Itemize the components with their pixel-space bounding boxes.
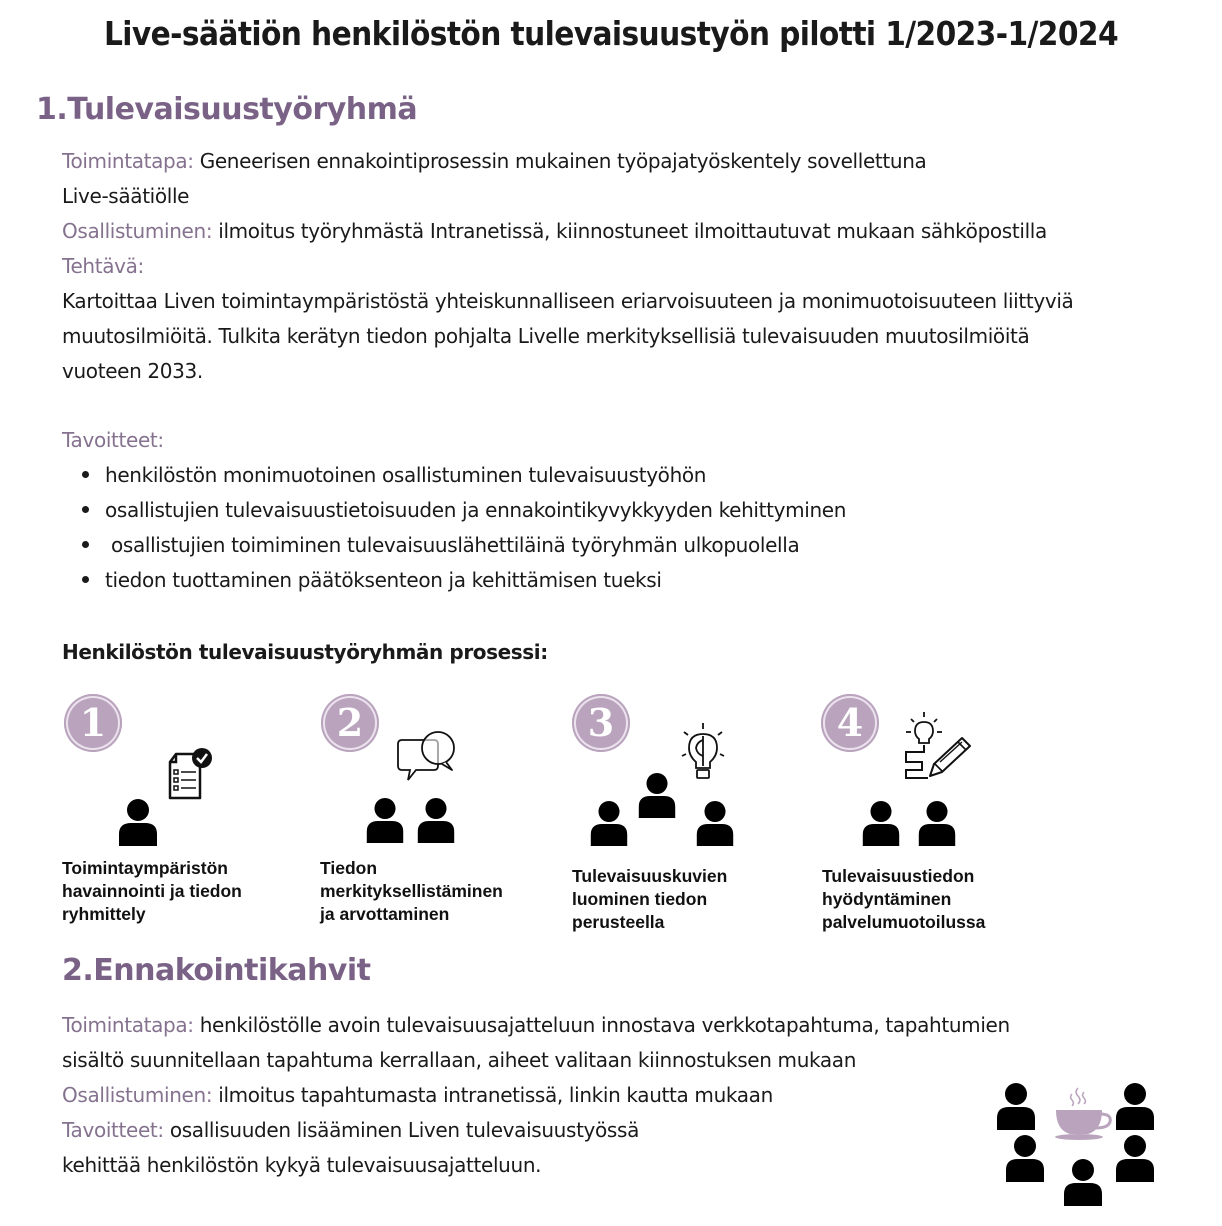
step-label-line: Toimintaympäristön: [62, 858, 228, 878]
step-label-line: ja arvottaminen: [320, 904, 450, 924]
section2-osallistuminen: [62, 1078, 773, 1113]
person-icon: [1004, 1134, 1046, 1182]
tehtava-line: Kartoittaa Liven toimintaympäristöstä yhteiskunnalliseen eriarvoisuuteen ja monimuotoisuuteen liittyviä: [62, 289, 1074, 313]
person-icon: [416, 797, 456, 843]
step-number-badge: 3: [572, 694, 630, 752]
section2-tavoitteet: [62, 1113, 639, 1148]
person-icon: [1062, 1158, 1104, 1206]
person-icon: [637, 772, 677, 818]
step-label-line: Tiedon: [320, 858, 378, 878]
step-label: [822, 865, 985, 934]
toimintatapa-text: henkilöstölle avoin tulevaisuusajatteluun innostava verkkotapahtuma, tapahtumien: [199, 1013, 1010, 1037]
section2-toimintatapa: [62, 1008, 1010, 1043]
tavoite-item: [82, 493, 846, 528]
step-label-line: palvelumuotoilussa: [822, 912, 986, 932]
tavoite-text: osallistujien tulevaisuustietoisuuden ja ennakointikyvykkyyden kehittyminen: [105, 498, 847, 522]
osallistuminen-text: ilmoitus tapahtumasta intranetissä, linkin kautta mukaan: [218, 1083, 773, 1107]
step-label-line: luominen tiedon: [572, 889, 708, 909]
toimintatapa-text-cont: Live-säätiölle: [62, 184, 190, 208]
toimintatapa-text: Geneerisen ennakointiprosessin mukainen työpajatyöskentely sovellettuna: [199, 149, 927, 173]
coffee-cup-icon: [1052, 1084, 1114, 1146]
step-label-line: Tulevaisuustiedon: [822, 866, 975, 886]
tehtava-line: muutosilmiöitä. Tulkita kerätyn tiedon pohjalta Livelle merkityksellisiä tulevaisuuden muutosilmiöitä: [62, 324, 1030, 348]
step-number-badge: 1: [64, 694, 122, 752]
tavoite-text: tiedon tuottaminen päätöksenteon ja kehittämisen tueksi: [105, 568, 662, 592]
step-label-line: hyödyntäminen: [822, 889, 952, 909]
checklist-icon: [166, 746, 214, 802]
bullet-icon: [82, 576, 89, 583]
section2-heading: 2.Ennakointikahvit: [62, 953, 371, 988]
tavoitteet-text: osallisuuden lisääminen Liven tulevaisuustyössä: [169, 1118, 639, 1142]
step-label: [62, 857, 242, 926]
tavoite-text: henkilöstön monimuotoinen osallistuminen tulevaisuustyöhön: [105, 463, 707, 487]
step-label-line: merkityksellistäminen: [320, 881, 503, 901]
step-label: [572, 865, 727, 934]
coffee-group-icon: [990, 1080, 1170, 1210]
step-label-line: ryhmittely: [62, 904, 146, 924]
speech-bubbles-icon: [396, 730, 460, 788]
section1-heading: 1.Tulevaisuustyöryhmä: [36, 92, 418, 127]
tavoite-item: [82, 528, 799, 563]
lightbulb-gear-icon: [676, 722, 730, 790]
page-title: Live-säätiön henkilöstön tulevaisuustyön pilotti 1/2023-1/2024: [103, 14, 1118, 53]
tavoite-text: osallistujien toimiminen tulevaisuuslähettiläinä työryhmän ulkopuolella: [105, 533, 800, 557]
bullet-icon: [82, 541, 89, 548]
toimintatapa-label: Toimintatapa:: [62, 1013, 194, 1037]
toimintatapa-label: Toimintatapa:: [62, 149, 194, 173]
person-icon: [589, 800, 629, 846]
tehtava-line: vuoteen 2033.: [62, 359, 203, 383]
osallistuminen-label: Osallistuminen:: [62, 1083, 213, 1107]
toimintatapa-text-cont: sisältö suunnitellaan tapahtuma kerrallaan, aiheet valitaan kiinnostuksen mukaan: [62, 1048, 857, 1072]
osallistuminen-label: Osallistuminen:: [62, 219, 213, 243]
step-number-badge: 2: [321, 694, 379, 752]
step-label-line: perusteella: [572, 912, 665, 932]
step-number-badge: 4: [821, 694, 879, 752]
step-label-line: havainnointi ja tiedon: [62, 881, 242, 901]
section1-osallistuminen: [62, 214, 1047, 249]
tavoitteet-label: Tavoitteet:: [62, 1118, 164, 1142]
step-label: [320, 857, 503, 926]
person-icon: [118, 798, 158, 846]
bullet-icon: [82, 471, 89, 478]
person-icon: [995, 1082, 1037, 1130]
person-icon: [1114, 1082, 1156, 1130]
tavoite-item: [82, 458, 706, 493]
tehtava-label: Tehtävä:: [62, 254, 144, 278]
idea-pencil-icon: [902, 710, 976, 782]
step-label-line: Tulevaisuuskuvien: [572, 866, 728, 886]
person-icon: [917, 800, 957, 846]
osallistuminen-text: ilmoitus työryhmästä Intranetissä, kiinnostuneet ilmoittautuvat mukaan sähköpostilla: [218, 219, 1047, 243]
person-icon: [1114, 1134, 1156, 1182]
person-icon: [861, 800, 901, 846]
section1-toimintatapa: [62, 144, 926, 179]
bullet-icon: [82, 506, 89, 513]
person-icon: [695, 800, 735, 846]
tavoitteet-label: Tavoitteet:: [62, 428, 164, 452]
tavoite-item: [82, 563, 662, 598]
process-heading: Henkilöstön tulevaisuustyöryhmän prosessi:: [62, 640, 548, 664]
person-icon: [365, 797, 405, 843]
tavoitteet-text-cont: kehittää henkilöstön kykyä tulevaisuusajatteluun.: [62, 1153, 542, 1177]
